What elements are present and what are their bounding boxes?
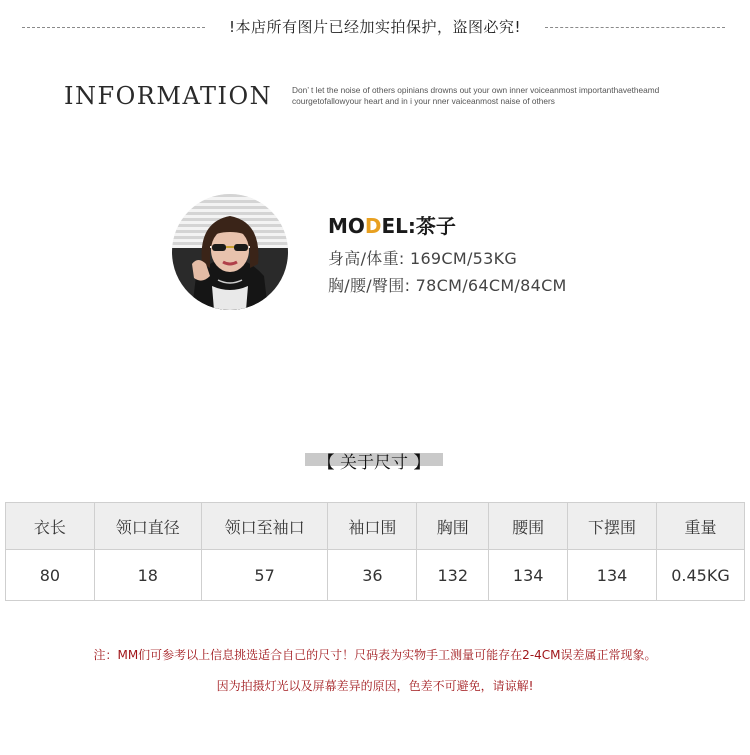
value-cell: 36 <box>328 550 417 601</box>
model-photo-illustration <box>172 194 288 310</box>
size-note: 注：MM们可参考以上信息挑选适合自己的尺寸！尺码表为实物手工测量可能存在2-4CM误差属正常现象。 <box>93 648 657 662</box>
top-divider-right <box>545 27 725 28</box>
value-cell: 18 <box>94 550 201 601</box>
header-cell: 腰围 <box>489 503 568 550</box>
size-section-title: 【 关于尺寸 】 <box>317 453 431 473</box>
header-cell: 衣长 <box>6 503 95 550</box>
information-title: INFORMATION <box>64 82 273 110</box>
model-avatar <box>172 194 288 310</box>
value-cell: 132 <box>417 550 489 601</box>
information-text-line-2: courgetofallowyour heart and in i your nner vaiceanmost naise of others <box>292 96 555 106</box>
value-cell: 134 <box>489 550 568 601</box>
information-text <box>292 85 702 107</box>
model-label-accent: D <box>364 214 382 238</box>
model-measurements: 胸/腰/臀围: 78CM/64CM/84CM <box>328 276 567 295</box>
header-cell: 袖口围 <box>328 503 417 550</box>
copyright-notice: !本店所有图片已经加实拍保护，盗图必究! <box>228 18 522 36</box>
model-name-heading <box>328 210 456 239</box>
color-disclaimer: 因为拍摄灯光以及屏幕差异的原因，色差不可避免，请谅解! <box>216 679 534 693</box>
value-cell: 57 <box>201 550 328 601</box>
model-name: 茶子 <box>415 214 456 238</box>
top-divider-left <box>22 27 205 28</box>
model-label-suffix: EL: <box>381 214 416 238</box>
header-cell: 领口直径 <box>94 503 201 550</box>
size-section-heading <box>305 448 443 473</box>
header-cell: 下摆围 <box>568 503 657 550</box>
size-table-value-row <box>6 550 745 601</box>
size-table <box>5 502 745 601</box>
value-cell: 0.45KG <box>657 550 745 601</box>
model-height-weight: 身高/体重: 169CM/53KG <box>328 249 518 268</box>
value-cell: 80 <box>6 550 95 601</box>
model-label-prefix: MO <box>328 214 365 238</box>
header-cell: 领口至袖口 <box>201 503 328 550</box>
header-cell: 重量 <box>657 503 745 550</box>
information-text-line-1: Don’ t let the noise of others opinians drowns out your own inner voiceanmost importanthavetheamd <box>292 85 660 95</box>
header-cell: 胸围 <box>417 503 489 550</box>
value-cell: 134 <box>568 550 657 601</box>
size-table-header-row <box>6 503 745 550</box>
